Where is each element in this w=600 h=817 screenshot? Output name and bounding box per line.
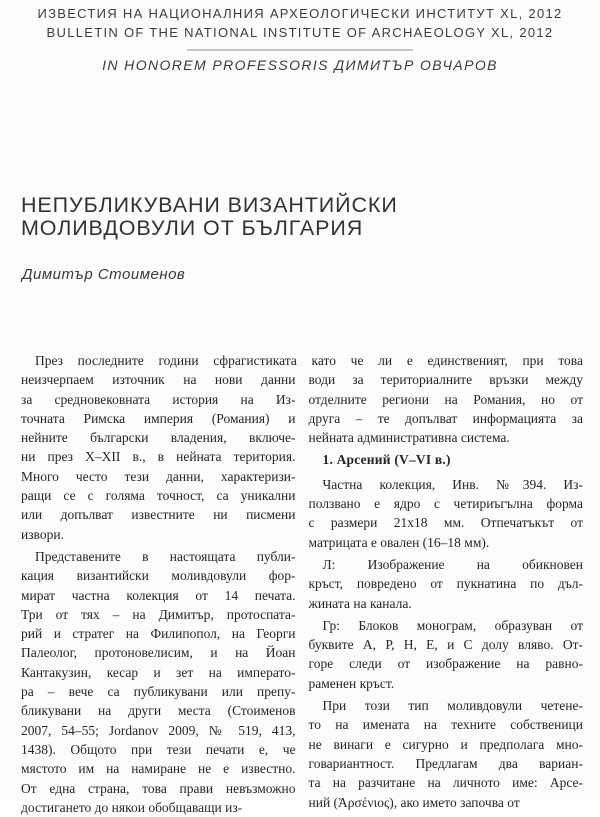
text-line: ращи се с голяма точност, са уникални xyxy=(21,488,296,504)
text-line: точната Римска империя (Романия) и xyxy=(21,410,296,426)
text-line: 2007, 54–55; Jordanov 2009, № 519, 413, xyxy=(21,722,296,738)
text-line: то на имената на техните собственици xyxy=(308,717,583,733)
text-line: с размери 21x18 мм. Отпечатъкът от xyxy=(308,515,583,531)
text-line: кръст, повредено от пукнатина по дъл- xyxy=(308,576,583,592)
text-line: горе следи от изображение на равно- xyxy=(308,656,583,672)
text-line: кация византийски моливдовули фор- xyxy=(21,568,296,584)
left-column xyxy=(21,370,296,817)
text-line: говариантност. Предлагам два вариан- xyxy=(308,755,583,771)
text-line: друга – те допълват информацията за xyxy=(308,410,583,426)
article-title-line-1: НЕПУБЛИКУВАНИ ВИЗАНТИЙСКИ xyxy=(21,193,398,217)
text-line: Гр: Блоков монограм, образуван от xyxy=(322,617,583,633)
text-line: ний (Ἀρσένιος), ако името започва от xyxy=(308,794,520,810)
article-title xyxy=(21,194,398,240)
text-line: неизчерпаем източник на нови данни xyxy=(21,372,296,388)
text-line: При този тип моливдовули четене- xyxy=(322,698,583,714)
right-column xyxy=(309,370,584,817)
section-heading xyxy=(309,450,584,469)
journal-title-english: BULLETIN OF THE NATIONAL INSTITUTE OF ARCHAEOLOGY XL, 2012 xyxy=(46,25,554,40)
text-line: Частна колекция, Инв. №394. Из- xyxy=(322,476,583,492)
text-line: Кантакузин, кесар и зет на императо- xyxy=(21,664,296,680)
text-line: достигането до някои обобщаващи из- xyxy=(21,799,243,815)
paragraph xyxy=(21,547,296,817)
text-line: ни през X–XII в., в нейната територия. xyxy=(21,449,296,465)
text-line: раменен кръст. xyxy=(308,675,395,691)
text-line: ползвано е ядро с четириъгълна форма xyxy=(308,496,583,512)
text-line: нейните български владения, включе- xyxy=(21,430,296,446)
paragraph xyxy=(309,696,584,812)
paragraph xyxy=(21,370,296,544)
article-body xyxy=(21,351,583,815)
text-line: мират частна колекция от 14 печата. xyxy=(21,587,296,603)
text-line: Три от тях – на Димитър, протоспата- xyxy=(21,606,296,622)
paragraph xyxy=(309,475,584,552)
two-column-layout xyxy=(21,370,583,817)
text-line: От една страна, това прави невъзможно xyxy=(21,780,296,796)
text-line: води за териториалните връзки между xyxy=(308,372,583,388)
text-line: 1. Арсений (V–VI в.) xyxy=(322,452,451,468)
header-divider xyxy=(187,49,413,51)
text-line: отделните региони на Романия, но от xyxy=(308,391,583,407)
text-line: Много често тези данни, характеризи- xyxy=(21,468,296,484)
text-line: мястото им на намиране не е известно. xyxy=(21,761,296,777)
text-line: Представените в настоящата публи- xyxy=(35,548,296,564)
text-line: ра – вече са публикувани или препу- xyxy=(21,684,296,700)
dedication-line: IN HONOREM PROFESSORIS ДИМИТЪР ОВЧАРОВ xyxy=(102,57,498,73)
text-line: жината на канала. xyxy=(308,595,412,611)
text-line: за средновековната история на Из- xyxy=(21,391,296,407)
text-line: извори. xyxy=(21,526,64,542)
text-line: нейната административна система. xyxy=(308,430,510,446)
text-line: не винаги е сигурно и предполага мно- xyxy=(308,736,583,752)
lead-line: През последните години сфрагистиката като че ли е единственият, при това xyxy=(35,353,583,368)
journal-header xyxy=(0,4,600,73)
text-line: та на разчитане на личното име: Арсе- xyxy=(308,775,583,791)
article-title-line-2: МОЛИВДОВУЛИ ОТ БЪЛГАРИЯ xyxy=(21,216,364,240)
text-line: буквите А, Р, Н, Е, и С долу вляво. От- xyxy=(308,637,583,653)
paragraph xyxy=(309,555,584,613)
text-line: матрицата е овален (16–18 мм). xyxy=(308,534,490,550)
text-line: Л: Изображение на обикновен xyxy=(322,556,583,572)
paragraph xyxy=(309,370,584,447)
text-line: бликувани на други места (Стоименов xyxy=(21,703,296,719)
text-line: 1438). Общото при тези печати е, че xyxy=(21,741,296,757)
article-author: Димитър Стоименов xyxy=(22,266,186,283)
journal-title-bulgarian: ИЗВЕСТИЯ НА НАЦИОНАЛНИЯ АРХЕОЛОГИЧЕСКИ ИНСТИТУТ XL, 2012 xyxy=(37,6,563,21)
paragraph xyxy=(309,616,584,693)
text-line: рий и стратег на Филипопол, на Георги xyxy=(21,626,296,642)
text-line: Палеолог, протоновелисим, и на Йоан xyxy=(21,645,296,661)
text-line: или допълват известните ни писмени xyxy=(21,507,296,523)
